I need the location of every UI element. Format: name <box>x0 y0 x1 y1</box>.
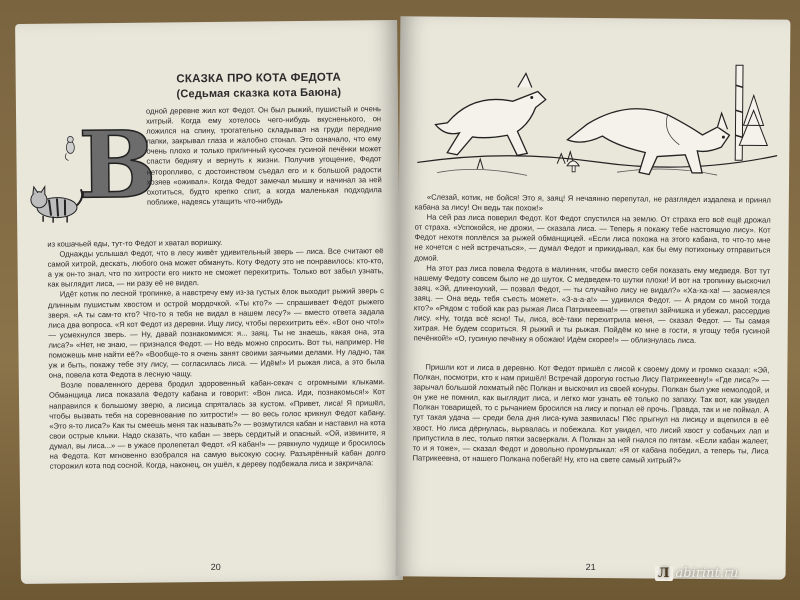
site-watermark <box>655 566 738 581</box>
page-number-right: 21 <box>585 561 596 573</box>
paragraph: из кошачьей еды, тут-то Федот и хватал воришку. <box>47 237 223 249</box>
dog-figure <box>435 73 546 156</box>
page-number-left: 20 <box>210 561 221 572</box>
right-body-top <box>414 192 771 347</box>
paragraph: Идёт котик по лесной тропинке, а навстречу ему из-за густых ёлок выходит рыжий зверь с длинным пушистым хвостом и острой мордочкой. «Ты кто?» — спрашивает Федот рыжего зверя. «А ты сам-то кто? Что-то я тебя не видал в нашем лесу?» — вместо ответа задала лиса два вопроса. «Я кот Федот из деревни. Ищу лису, чтобы перехитрить её». «Вот оно что!» — усмехнулся зверь. — Ну, давай познакомимся: я... заяц. Ты не знаешь, какая она, эта лиса?» «Нет, не знаю, — признался Федот. — Но ведь можно спросить. Вот ты, например. Не поможешь мне найти её?» «Вообще-то я очень занят своими заячьими делами. Ну ладно, так уж и быть, покажу тебе эту лису, — согласилась лиса. — Идём!» И рыжая лиса, а это была она, повела кота Федота в лесную чащу. <box>47 286 385 380</box>
cat-illustration <box>27 183 85 224</box>
paragraph: Однажды услышал Федот, что в лесу живёт удивительный зверь — лиса. Все считают её самой хитрой, дескать, любого она может обмануть. Коту Федоту это не понравилось: кто-кто, а уж он-то знал, что по хитрости его никто не сможет перехитрить. Только вот забыл узнать, как выглядит лиса, — ни разу её не видел. <box>47 246 384 290</box>
story-title-text: СКАЗКА ПРО КОТА ФЕДОТА <box>176 71 342 86</box>
grass-and-mushrooms <box>477 151 579 172</box>
birch-trees <box>735 65 768 160</box>
drop-cap-letter: В <box>77 110 157 220</box>
right-body-bottom <box>413 362 770 466</box>
story-subtitle: (Седьмая сказка кота Баюна) <box>176 86 342 101</box>
paragraph: На сей раз лиса поверил Федот. Кот Федот спустился на землю. От страха его всё ещё дрожал от страха. «Успокойся, не дрожи, — сказала лиса. — Теперь я покажу тебе настоящую лису». Кот Федот нехотя поплёлся за рыжей обманщицей. «Если лиса похожа на этого кабана, то что-то мне не хочется с ней встречаться», — думал Федот и прикидывал, как бы ему потихоньку отправиться домой. <box>414 212 771 263</box>
paragraph: «Слезай, котик, не бойся! Это я, заяц! Я нечаянно перепутал, не разглядел издалека и принял кабана за лису! Он ведь так похож!» <box>414 192 771 213</box>
drop-cap <box>77 110 157 220</box>
watermark-text: abirint.ru <box>675 566 739 581</box>
left-body <box>47 236 385 472</box>
fox-chase-illustration <box>417 52 778 190</box>
paragraph: На этот раз лиса повела Федота в малинник, чтобы вместо себя показать ему медведя. Вот тут нашему Федоту совсем было не до шуток. С медведем-то шутки плохи! И вот на тропинку выскочил заяц. «Эй, длинноухий, — позвал Федот, — ты случайно лису не видал?» «Ха-ха-ха! — засмеялся заяц. — Она ведь тебя съесть может». «З-а-а-а!» — удивился Федот. — А рядом со мной тогда кто?» «Рядом с тобой как раз рыжая Лиса Патрикеевна!» — ответил зайчишка и убежал, рассердив лису. «Ну, тогда всё ясно! Ты, лиса, всё-таки перехитрила меня, — сказал Федот. — Ты самая хитрая. Не будем ссориться. Я рыжий и ты рыжая. Пойдём ко мне в гости, я угощу тебя гусиной печёнкой!» «О, гусиную печёнку я обожаю! Идём скорее!» — облизнулась лиса. <box>413 263 771 346</box>
fox-figure <box>567 108 730 175</box>
watermark-badge: Л <box>655 566 673 581</box>
left-page <box>15 20 403 584</box>
intro-paragraph <box>146 104 382 207</box>
intro-text: одной деревне жил кот Федот. Он был рыжий, пушистый и очень хитрый. Когда ему хотелось чего-нибудь вкусненького, он ложился на спину, трогательно складывал на груди передние лапки, закрывал глаза и жалобно стонал. Это означало, что ему очень плохо и только приличный кусочек гусиной печёнки может спасти беднягу и вернуть к жизни. Получив угощение, Федот неторопливо, с достоинством съедал его и к большой радости хозяев «оживал». Когда Федот замечал мышку и начинал за ней охотиться, будто крепко спит, а когда маленькая подходила поближе, надеясь утащить что-нибудь <box>145 104 382 207</box>
story-title <box>144 70 374 102</box>
paragraph: Возле поваленного дерева бродил здоровенный кабан-секач с огромными клыками. Обманщица лиса показала Федоту кабана и говорит: «Вон лиса. Иди, познакомься!» Кот направился к большому зверю, а лисица спряталась за кустом. «Привет, лиса! Я пришёл, чтобы вызвать тебя на соревнование по хитрости!» — во весь голос крикнул Федот кабану. «Это я-то лиса?» Как ты смеешь меня так называть?» — возмутился кабан и наставил на кота свои острые клыки. Надо сказать, что кабан — зверь сердитый и опасный. «Ой, извините, я думал, вы лиса...» — в ужасе пролепетал Федот. «Я кабан!» — рявкнуло чудище и бросилось на Федота. Кот мгновенно взобрался на самую высокую сосну. Разъярённый кабан долго сторожил кота под сосной. Когда, наконец, он ушёл, к дереву подбежала лиса и закричала: <box>48 377 386 471</box>
paragraph: Пришли кот и лиса в деревню. Кот Федот пришёл с лисой к своему дому и громко сказал: «Эй, Полкан, посмотри, кто к нам пришёл! Встречай дорогую гостью Лису Патрикеевну!» «Где лиса?» — зарычал большой лохматый пёс Полкан и выскочил из своей конуры. Полкан был уже немолодой, и он уже не помнил, как выглядит лиса, и легко мог узнать её только по запаху. Так вот, как увидел Полкан товарищей, то с рычанием бросился на лису и погнал её прочь. Правда, так и не поймал. А тут такая удача — среди бела дня лиса-кума заявилась! Пёс прыгнул на лисицу и вцепился в её хвост. Но лиса дёрнулась, вырвалась и побежала. Кот увидел, что лисий хвост у собачьих лап и припустила в лес, только пятки засверкали. А Полкан за ней гнался по пятам. «Если кабан жалеет, то и я тоже», — сказал Федот и довольно промурлыкал: «Я от кабана победил, а теперь ты, Лиса Патрикеевна, от нашего Полкана побегай! Ну, кто на свете самый хитрый?» <box>412 362 770 465</box>
right-page <box>396 16 791 579</box>
